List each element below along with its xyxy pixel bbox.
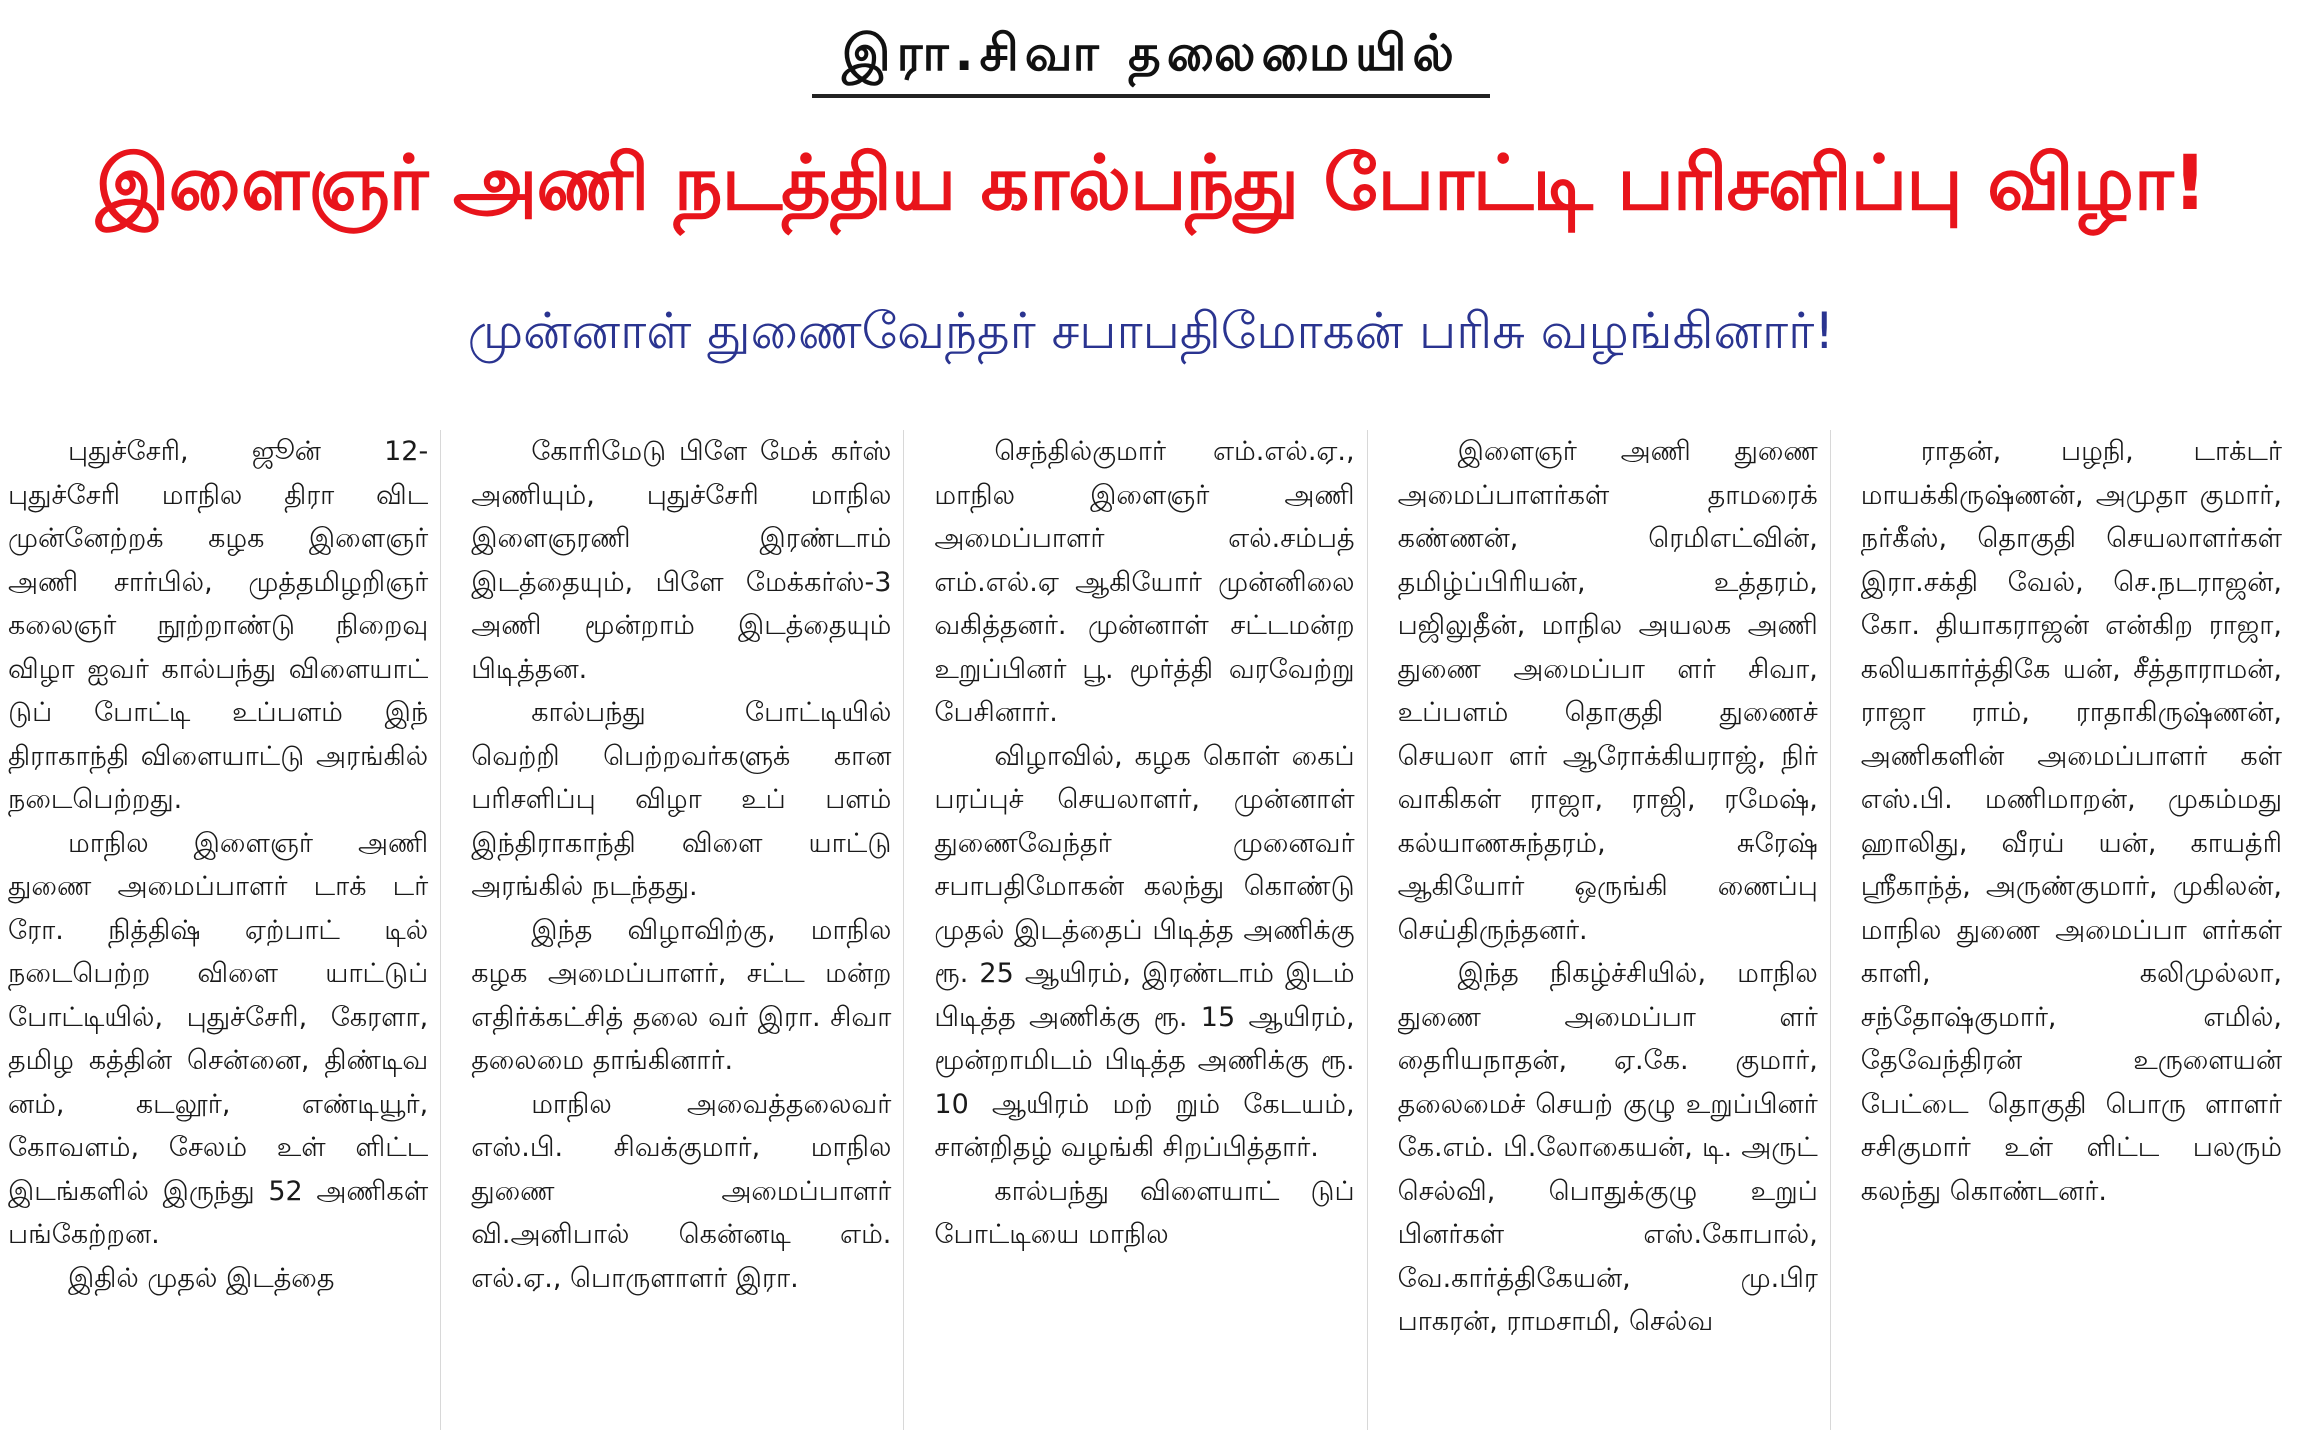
article-column-5	[1861, 430, 2294, 1430]
paragraph: மாநில இளைஞர் அணி துணை அமைப்பாளர் டாக் டர் ரோ. நித்திஷ் ஏற்பாட் டில் நடைபெற்ற விளை யாட்டுப் போட்டியில், புதுச்சேரி, கேரளா, தமிழ கத்தின் சென்னை, திண்டிவ னம், கடலூர், எண்டியூர், கோவளம், சேலம் உள் ளிட்ட இடங்களில் இருந்து 52 அணிகள் பங்கேற்றன.	[8, 827, 429, 1250]
kicker-title: இரா.சிவா தலைமையில்	[812, 14, 1490, 98]
paragraph: செந்தில்குமார் எம்.எல்.ஏ., மாநில இளைஞர் அணி அமைப்பாளர் எல்.சம்பத் எம்.எல்.ஏ ஆகியோர் முன்னிலை வகித்தனர். முன்னாள் சட்டமன்ற உறுப்பினர் பூ. மூர்த்தி வரவேற்று பேசினார்.	[934, 436, 1355, 728]
paragraph: மாநில அவைத்தலைவர் எஸ்.பி. சிவக்குமார், மாநில துணை அமைப்பாளர் வி.அனிபால் கென்னடி எம். எல்.ஏ., பொருளாளர் இரா.	[471, 1088, 892, 1294]
paragraph: இதில் முதல் இடத்தை	[68, 1262, 335, 1294]
article-column-2	[471, 430, 904, 1430]
paragraph: புதுச்சேரி, ஜூன் 12- புதுச்சேரி மாநில திரா விட முன்னேற்றக் கழக இளைஞர் அணி சார்பில், முத்தமிழறிஞர் கலைஞர் நூற்றாண்டு நிறைவு விழா ஐவர் கால்பந்து விளையாட் டுப் போட்டி உப்பளம் இந் திராகாந்தி விளையாட்டு அரங்கில் நடைபெற்றது.	[8, 436, 429, 815]
paragraph: இந்த விழாவிற்கு, மாநில கழக அமைப்பாளர், சட்ட மன்ற எதிர்க்கட்சித் தலை வர் இரா. சிவா தலைமை தாங்கினார்.	[471, 914, 892, 1076]
article-column-4	[1398, 430, 1831, 1430]
paragraph: இந்த நிகழ்ச்சியில், மாநில துணை அமைப்பா ளர் தைரியநாதன், ஏ.கே. குமார், தலைமைச் செயற் குழு உறுப்பினர் கே.எம். பி.லோகையன், டி. அருட் செல்வி, பொதுக்குழு உறுப் பினர்கள் எஸ்.கோபால், வே.கார்த்திகேயன், மு.பிர பாகரன், ராமசாமி, செல்வ	[1397, 958, 1818, 1337]
kicker-block	[14, 14, 2288, 106]
paragraph: விழாவில், கழக கொள் கைப் பரப்புச் செயலாளர், முன்னாள் துணைவேந்தர் முனைவர் சபாபதிமோகன் கலந்து கொண்டு முதல் இடத்தைப் பிடித்த அணிக்கு ரூ. 25 ஆயிரம், இரண்டாம் இடம் பிடித்த அணிக்கு ரூ. 15 ஆயிரம், மூன்றாமிடம் பிடித்த அணிக்கு ரூ. 10 ஆயிரம் மற் றும் கேடயம், சான்றிதழ் வழங்கி சிறப்பித்தார்.	[934, 740, 1355, 1163]
subheadline: முன்னாள் துணைவேந்தர் சபாபதிமோகன் பரிசு வழங்கினார்!	[467, 302, 1835, 360]
paragraph: ராதன், பழநி, டாக்டர் மாயக்கிருஷ்ணன், அமுதா குமார், நர்கீஸ், தொகுதி செயலாளர்கள் இரா.சக்தி வேல், செ.நடராஜன், கோ. தியாகராஜன் என்கிற ராஜா, கலியகார்த்திகே யன், சீத்தாராமன், ராஜா ராம், ராதாகிருஷ்ணன், அணிகளின் அமைப்பாளர் கள் எஸ்.பி. மணிமாறன், முகம்மது ஹாலிது, வீரய் யன், காயத்ரி ஸ்ரீகாந்த், அருண்குமார், முகிலன், மாநில துணை அமைப்பா ளர்கள் காளி, கலிமுல்லா, சந்தோஷ்குமார், எமில், தேவேந்திரன் உருளையன் பேட்டை தொகுதி பொரு ளாளர் சசிகுமார் உள் ளிட்ட பலரும் கலந்து கொண்டனர்.	[1860, 436, 2282, 1207]
paragraph: கோரிமேடு பிளே மேக் கர்ஸ் அணியும், புதுச்சேரி மாநில இளைஞரணி இரண்டாம் இடத்தையும், பிளே மேக்கர்ஸ்-3 அணி மூன்றாம் இடத்தையும் பிடித்தன.	[471, 436, 892, 685]
article-column-1	[8, 430, 441, 1430]
article-column-3	[934, 430, 1367, 1430]
paragraph: இளைஞர் அணி துணை அமைப்பாளர்கள் தாமரைக் கண்ணன், ரெமிஎட்வின், தமிழ்ப்பிரியன், உத்தரம், பஜிலுதீன், மாநில அயலக அணி துணை அமைப்பா ளர் சிவா, உப்பளம் தொகுதி துணைச் செயலா ளர் ஆரோக்கியராஜ், நிர் வாகிகள் ராஜா, ராஜி, ரமேஷ், கல்யாணசுந்தரம், சுரேஷ் ஆகியோர் ஒருங்கி ணைப்பு செய்திருந்தனர்.	[1397, 436, 1818, 946]
paragraph: கால்பந்து போட்டியில் வெற்றி பெற்றவர்களுக் கான பரிசளிப்பு விழா உப் பளம் இந்திராகாந்தி விளை யாட்டு அரங்கில் நடந்தது.	[471, 697, 892, 902]
headline: இளைஞர் அணி நடத்திய கால்பந்து போட்டி பரிசளிப்பு விழா!	[95, 138, 2207, 227]
article-body	[8, 430, 2294, 1430]
paragraph: கால்பந்து விளையாட் டுப் போட்டியை மாநில	[934, 1175, 1355, 1250]
